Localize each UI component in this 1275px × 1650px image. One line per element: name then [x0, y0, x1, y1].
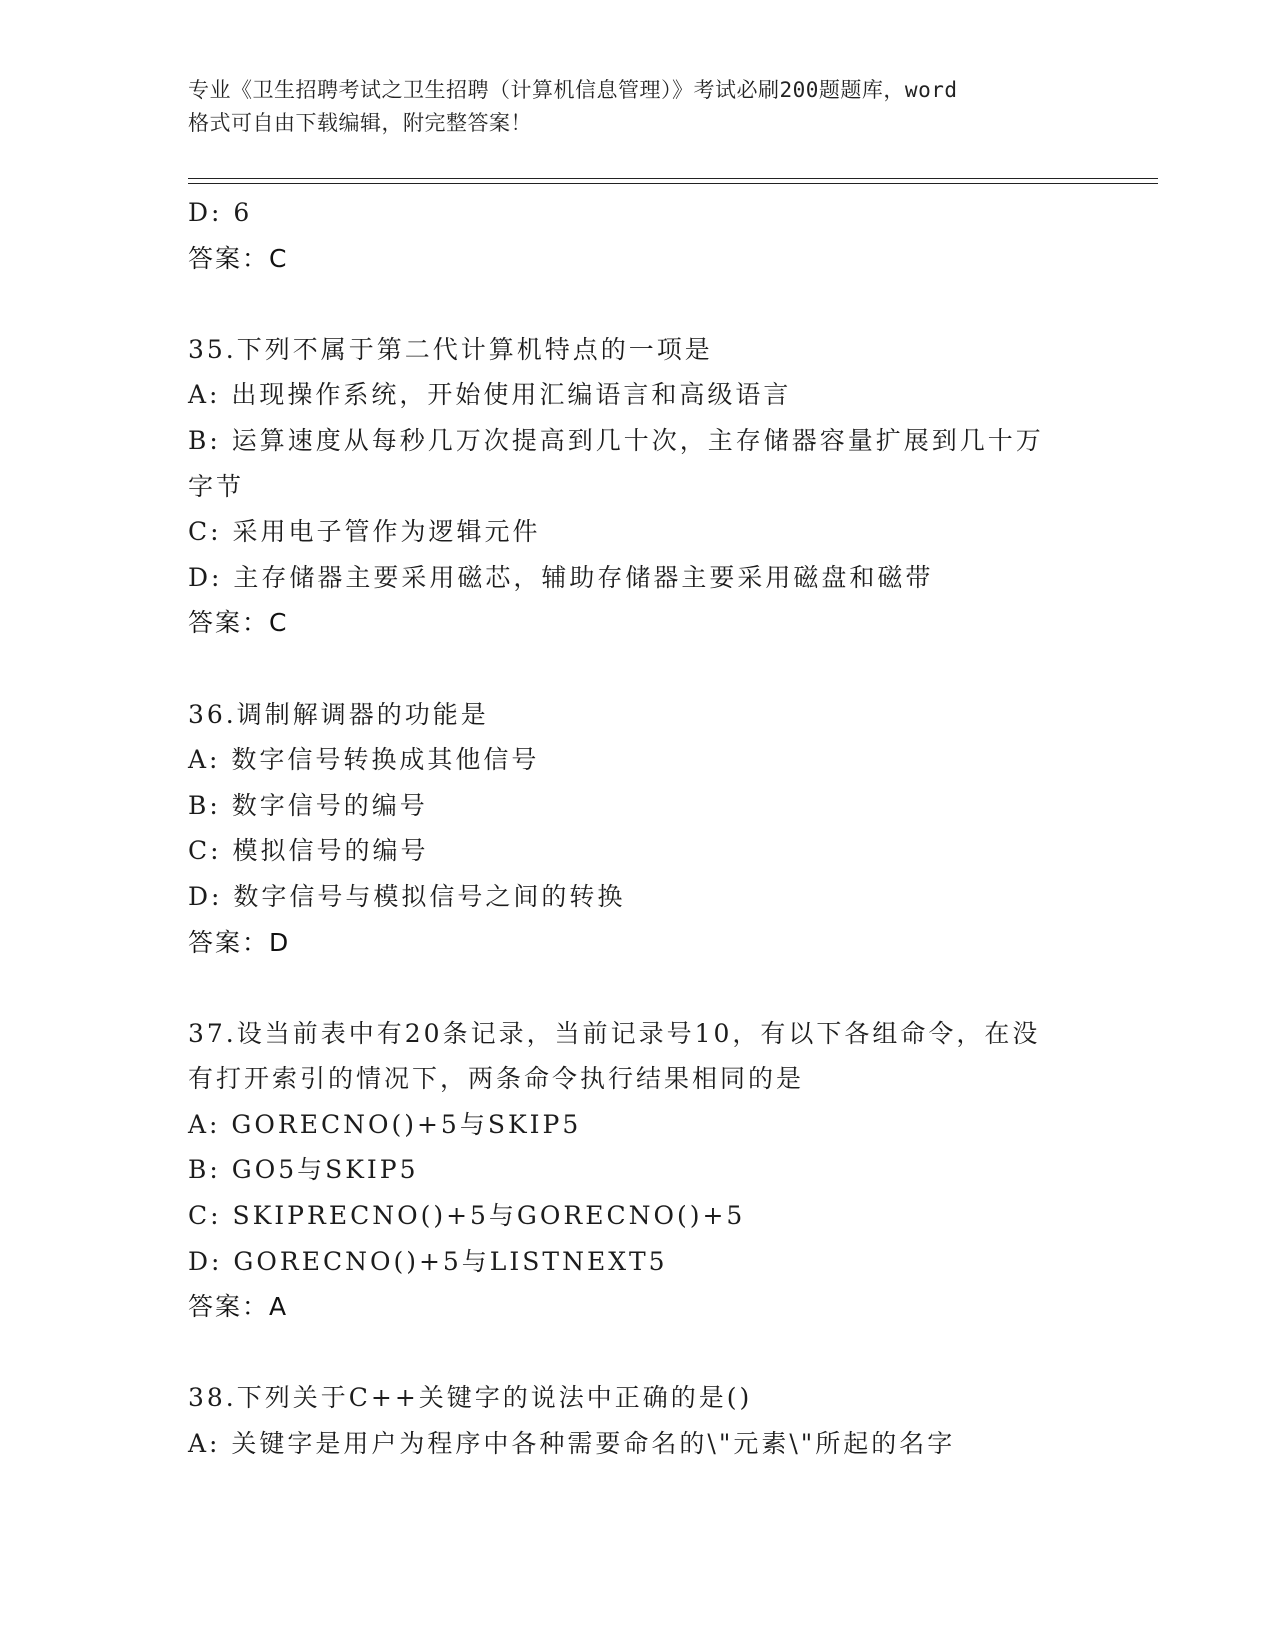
spacer	[188, 965, 1088, 1011]
option-a: A: 关键字是用户为程序中各种需要命名的\"元素\"所起的名字	[188, 1429, 956, 1459]
option-b: B: GO5与SKIP5	[188, 1155, 419, 1185]
question-37	[188, 1011, 1088, 1330]
question-36	[188, 692, 1088, 966]
spacer	[188, 281, 1088, 327]
option-b: B: 数字信号的编号	[188, 790, 428, 820]
header-divider-bottom	[188, 183, 1158, 184]
spacer	[188, 646, 1088, 692]
question-text: 38.下列关于C++关键字的说法中正确的是()	[188, 1383, 753, 1413]
option-d: D: GORECNO()+5与LISTNEXT5	[188, 1246, 668, 1276]
spacer	[188, 1330, 1088, 1376]
option-c: C: 采用电子管作为逻辑元件	[188, 517, 541, 547]
answer-line: 答案：A	[188, 1292, 289, 1322]
answer-line: 答案：C	[188, 243, 289, 273]
header-title-line-2: 格式可自由下载编辑，附完整答案！	[188, 111, 532, 135]
option-d: D: 6	[188, 198, 253, 227]
question-text-continued: 有打开索引的情况下，两条命令执行结果相同的是	[188, 1064, 805, 1094]
option-d: D: 数字信号与模拟信号之间的转换	[188, 881, 626, 911]
question-34-tail	[188, 190, 1088, 281]
option-c: C: 模拟信号的编号	[188, 836, 429, 866]
option-b-continued: 字节	[188, 471, 245, 501]
option-a: A: 出现操作系统，开始使用汇编语言和高级语言	[188, 380, 792, 410]
page-header	[188, 74, 1088, 140]
question-list	[188, 190, 1088, 1467]
question-35	[188, 327, 1088, 646]
option-c: C: SKIPRECNO()+5与GORECNO()+5	[188, 1201, 746, 1231]
answer-line: 答案：D	[188, 927, 291, 957]
option-a: A: GORECNO()+5与SKIP5	[188, 1109, 582, 1139]
header-divider-top	[188, 178, 1158, 179]
header-title-line-1: 专业《卫生招聘考试之卫生招聘（计算机信息管理）》考试必刷200题题库，word	[188, 78, 958, 102]
answer-line: 答案：C	[188, 608, 289, 638]
question-text: 35.下列不属于第二代计算机特点的一项是	[188, 334, 713, 364]
question-38	[188, 1375, 1088, 1466]
question-text: 37.设当前表中有20条记录，当前记录号10，有以下各组命令，在没	[188, 1018, 1041, 1048]
option-a: A: 数字信号转换成其他信号	[188, 745, 540, 775]
option-d: D: 主存储器主要采用磁芯，辅助存储器主要采用磁盘和磁带	[188, 562, 934, 592]
question-text: 36.调制解调器的功能是	[188, 699, 489, 729]
option-b: B: 运算速度从每秒几万次提高到几十次，主存储器容量扩展到几十万	[188, 425, 1044, 455]
